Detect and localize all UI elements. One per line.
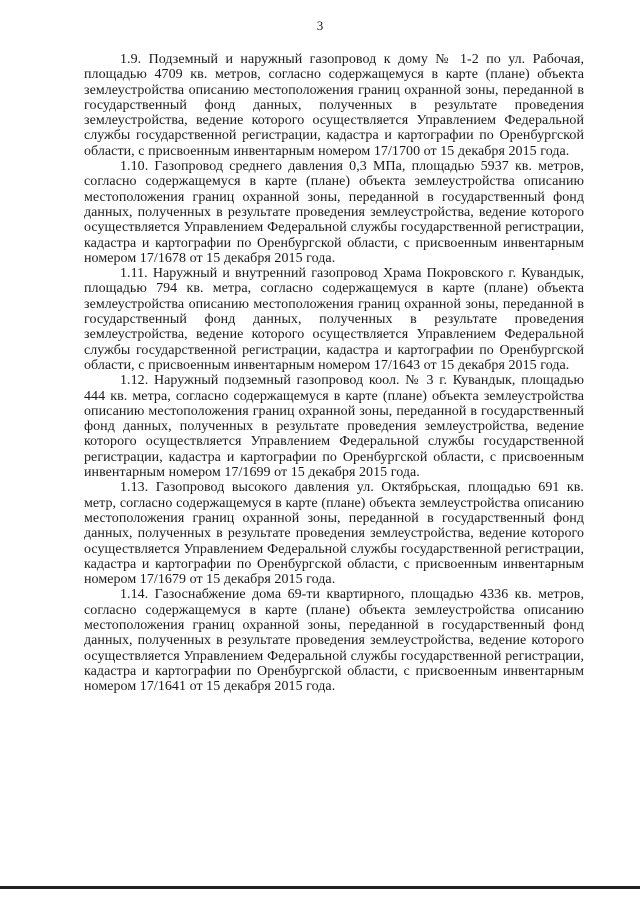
page-bottom-rule bbox=[0, 886, 640, 889]
paragraph-1-14: 1.14. Газоснабжение дома 69-ти квартирного, площадью 4336 кв. метров, согласно содержащемуся в карте (плане) объекта землеустройства описанию местоположения границ охранной зоны, переданной в государственный фонд данных, полученных в результате проведения землеустройства, ведение которого осуществляется Управлением Федеральной службы государственной регистрации, кадастра и картографии по Оренбургской области, с присвоенным инвентарным номером 17/1641 от 15 декабря 2015 года. bbox=[84, 587, 584, 695]
paragraph-1-9: 1.9. Подземный и наружный газопровод к дому № 1-2 по ул. Рабочая, площадью 4709 кв. метров, согласно содержащемуся в карте (плане) объекта землеустройства описанию местоположения границ охранной зоны, переданной в государственный фонд данных, полученных в результате проведения землеустройства, ведение которого осуществляется Управлением Федеральной службы государственной регистрации, кадастра и картографии по Оренбургской области, с присвоенным инвентарным номером 17/1700 от 15 декабря 2015 года. bbox=[84, 52, 584, 159]
paragraph-1-10: 1.10. Газопровод среднего давления 0,3 МПа, площадью 5937 кв. метров, согласно содержащемуся в карте (плане) объекта землеустройства описанию местоположения границ охранной зоны, переданной в государственный фонд данных, полученных в результате проведения землеустройства, ведение которого осуществляется Управлением Федеральной службы государственной регистрации, кадастра и картографии по Оренбургской области, с присвоенным инвентарным номером 17/1678 от 15 декабря 2015 года. bbox=[84, 159, 584, 266]
page-number: 3 bbox=[316, 18, 324, 33]
paragraph-1-13: 1.13. Газопровод высокого давления ул. Октябрьская, площадью 691 кв. метр, согласно содержащемуся в карте (плане) объекта землеустройства описанию местоположения границ охранной зоны, переданной в государственный фонд данных, полученных в результате проведения землеустройства, ведение которого осуществляется Управлением Федеральной службы государственной регистрации, кадастра и картографии по Оренбургской области, с присвоенным инвентарным номером 17/1679 от 15 декабря 2015 года. bbox=[84, 480, 584, 588]
paragraph-1-11: 1.11. Наружный и внутренний газопровод Храма Покровского г. Кувандык, площадью 794 кв. метра, согласно содержащемуся в карте (плане) объекта землеустройства описанию местоположения границ охранной зоны, переданной в государственный фонд данных, полученных в результате проведения землеустройства, ведение которого осуществляется Управлением Федеральной службы государственной регистрации, кадастра и картографии по Оренбургской области, с присвоенным инвентарным номером 17/1643 от 15 декабря 2015 года. bbox=[84, 266, 584, 373]
document-body bbox=[84, 52, 584, 694]
paragraph-1-12: 1.12. Наружный подземный газопровод коол. № 3 г. Кувандык, площадью 444 кв. метра, согласно содержащемуся в карте (плане) объекта землеустройства описанию местоположения границ охранной зоны, переданной в государственный фонд данных, полученных в результате проведения землеустройства, ведение которого осуществляется Управлением Федеральной службы государственной регистрации, кадастра и картографии по Оренбургской области, с присвоенным инвентарным номером 17/1699 от 15 декабря 2015 года. bbox=[84, 373, 584, 481]
